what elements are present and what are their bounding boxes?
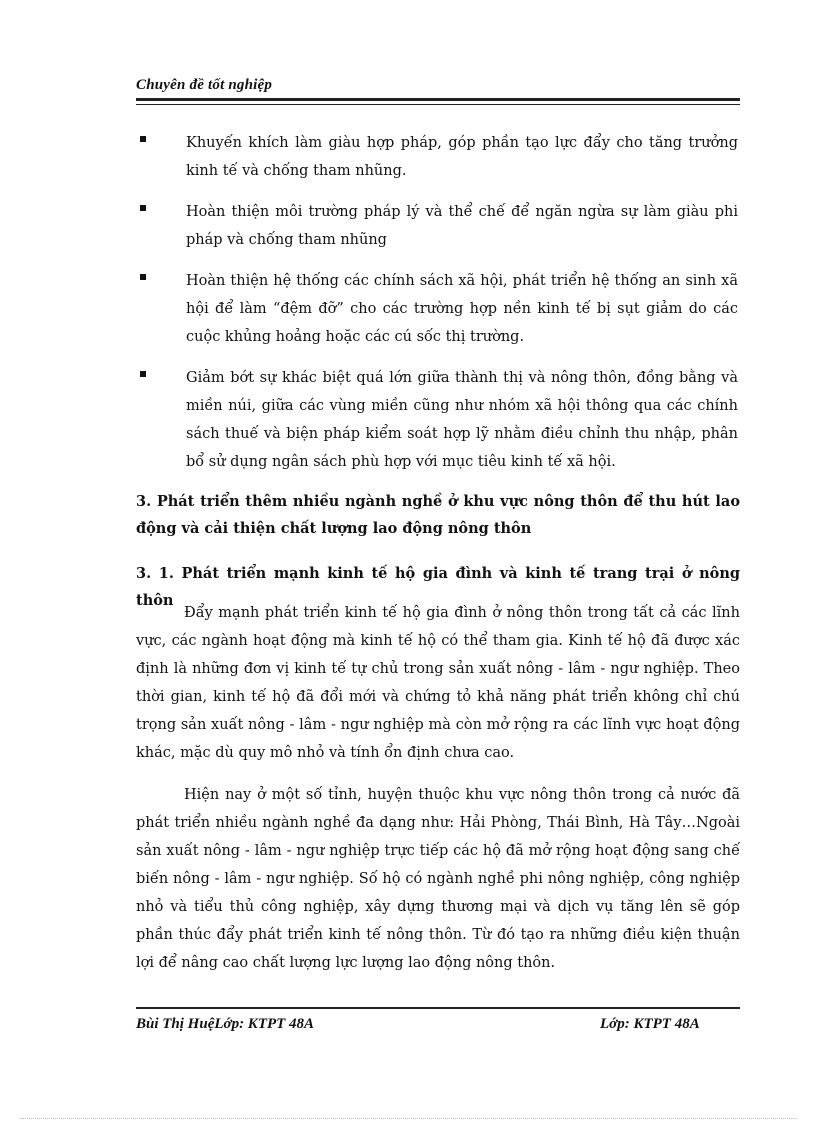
bullet-item bbox=[140, 198, 740, 254]
header-rule-thick bbox=[136, 98, 740, 101]
square-bullet-icon bbox=[140, 371, 146, 377]
bullet-text: Khuyến khích làm giàu hợp pháp, góp phần tạo lực đẩy cho tăng trưởng kinh tế và chống tham nhũng. bbox=[186, 135, 738, 179]
body-paragraph: Đẩy mạnh phát triển kinh tế hộ gia đình ở nông thôn trong tất cả các lĩnh vực, các ngành hoạt động mà kinh tế hộ có thể tham gia. Kinh tế hộ đã được xác định là những đơn vị kinh tế tự chủ trong sản xuất nông - lâm - ngư nghiệp. Theo thời gian, kinh tế hộ đã đổi mới và chứng tỏ khả năng phát triển không chỉ chú trọng sản xuất nông - lâm - ngư nghiệp mà còn mở rộng ra các lĩnh vực hoạt động khác, mặc dù quy mô nhỏ và tính ổn định chưa cao. bbox=[136, 605, 740, 761]
bullet-text: Hoàn thiện môi trường pháp lý và thể chế để ngăn ngừa sự làm giàu phi pháp và chống tham nhũng bbox=[186, 204, 738, 248]
bullet-item bbox=[140, 364, 740, 476]
bullet-item bbox=[140, 129, 740, 185]
page-border bbox=[20, 1118, 796, 1119]
header-rule-thin bbox=[136, 104, 740, 105]
section-heading: 3. Phát triển thêm nhiều ngành nghề ở khu vực nông thôn để thu hút lao động và cải thiện chất lượng lao động nông thôn bbox=[136, 493, 740, 537]
bullet-text: Hoàn thiện hệ thống các chính sách xã hội, phát triển hệ thống an sinh xã hội để làm “đệm đỡ” cho các trường hợp nền kinh tế bị sụt giảm do các cuộc khủng hoảng hoặc các cú sốc thị trường. bbox=[186, 273, 738, 345]
footer-author: Bùi Thị HuệLớp: KTPT 48A bbox=[136, 1016, 315, 1032]
footer-class: Lớp: KTPT 48A bbox=[600, 1016, 700, 1032]
square-bullet-icon bbox=[140, 205, 146, 211]
bullet-item bbox=[140, 267, 740, 351]
bullet-text: Giảm bớt sự khác biệt quá lớn giữa thành thị và nông thôn, đồng bằng và miền núi, giữa các vùng miền cũng như nhóm xã hội thông qua các chính sách thuế và biện pháp kiểm soát hợp lỹ nhằm điều chỉnh thu nhập, phân bổ sử dụng ngân sách phù hợp với mục tiêu kinh tế xã hội. bbox=[186, 370, 738, 470]
document-title: Chuyên đề tốt nghiệp bbox=[136, 77, 273, 93]
square-bullet-icon bbox=[140, 274, 146, 280]
footer-rule bbox=[136, 1007, 740, 1009]
subsection-heading: 3. 1. Phát triển mạnh kinh tế hộ gia đình và kinh tế trang trại ở nông thôn bbox=[136, 565, 740, 609]
square-bullet-icon bbox=[140, 136, 146, 142]
body-paragraph: Hiện nay ở một số tỉnh, huyện thuộc khu vực nông thôn trong cả nước đã phát triển nhiều ngành nghề đa dạng như: Hải Phòng, Thái Bình, Hà Tây…Ngoài sản xuất nông - lâm - ngư nghiệp trực tiếp các hộ đã mở rộng hoạt động sang chế biến nông - lâm - ngư nghiệp. Số hộ có ngành nghề phi nông nghiệp, công nghiệp nhỏ và tiểu thủ công nghiệp, xây dựng thương mại và dịch vụ tăng lên sẽ góp phần thúc đẩy phát triển kinh tế nông thôn. Từ đó tạo ra những điều kiện thuận lợi để nâng cao chất lượng lực lượng lao động nông thôn. bbox=[136, 787, 740, 971]
